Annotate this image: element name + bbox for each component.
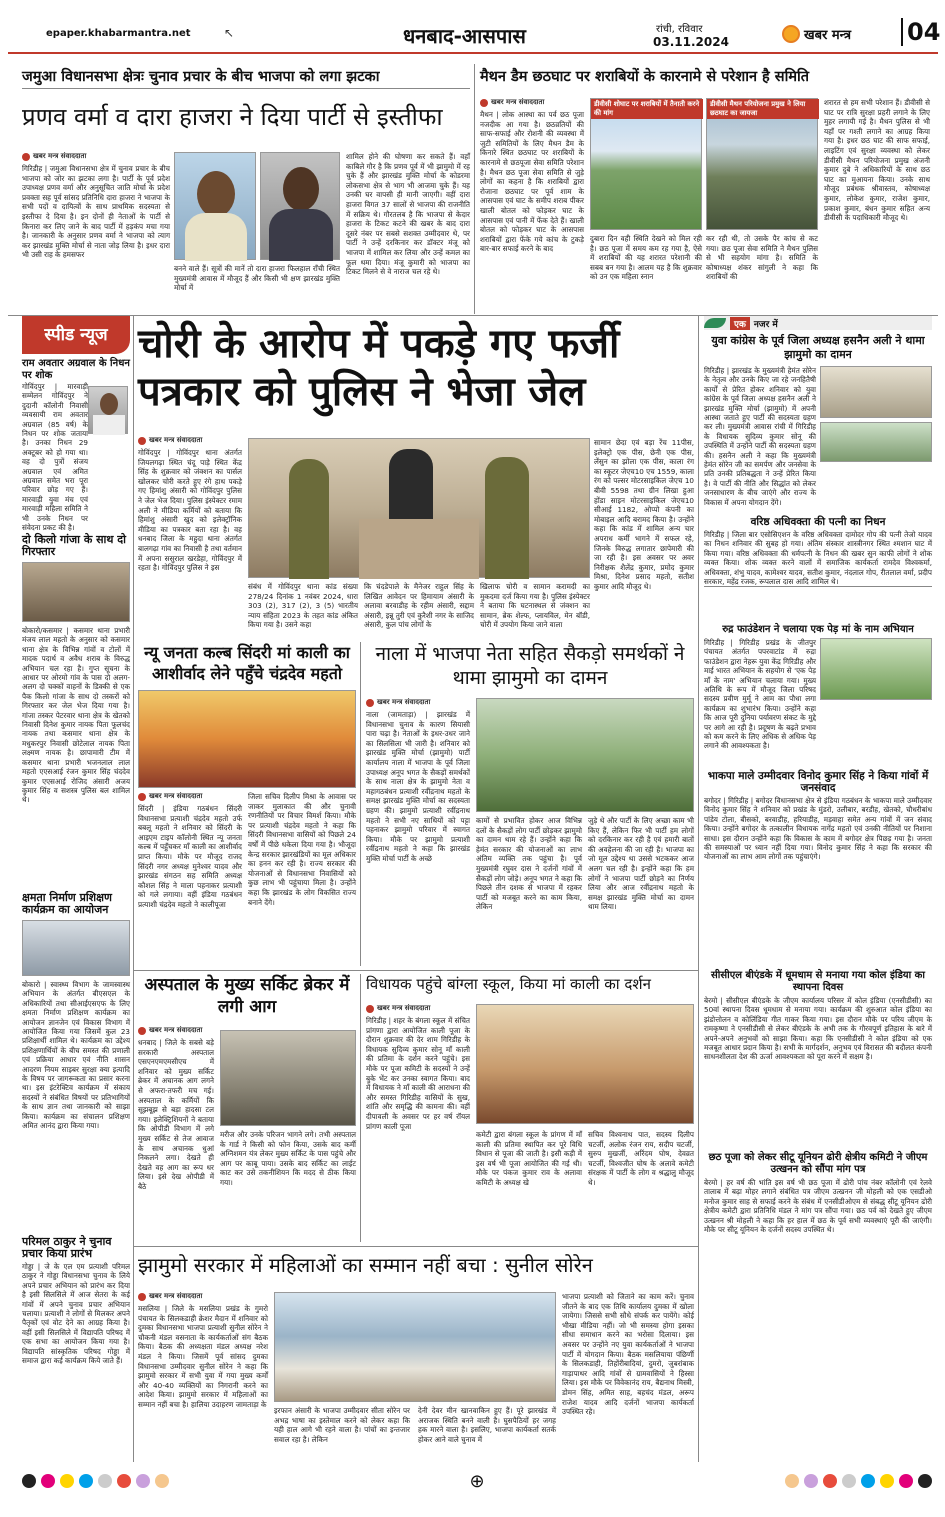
photo-caption: डीवीसी मैथन परियोजना प्रमुख ने लिया छठघाट का जायजा	[707, 99, 819, 119]
side-headline: परिमल ठाकुर ने चुनाव प्रचार किया प्रारंभ	[22, 1235, 112, 1260]
story-text: मसलिया | जिले के मसलिया प्रखंड के गुमरो पंचायत के सिलकडाही क्रेशर मैदान में शनिवार को दुमका विधानसभा भाजपा प्रत्याशी सुनील सोरेन ने चौकनी मंडल वसनाता के कार्यकर्ताओं संग बैठक किया। बैठक की अध्यक्षता मंडल अध्यक्ष नरेश मंडल ने किया। जिसमें पूर्व सांसद दुमका विधानसभा उम्मीदवार सुनील सोरेन ने कहा कि झामुमो सरकार में सभी युवा में गया मुख्य कर्मों और 40-40 व्यक्तियों का निगरानी करने का आदेश किया। झामुमो सरकार में महिलाओं का सम्मान नहीं बचा है। हालिया उदाहरण जामताड़ा के	[138, 1304, 268, 1409]
byline-icon	[366, 1005, 374, 1013]
byline: खबर मन्त्र संवाददाता	[480, 98, 584, 107]
story-text: दुबारा दिन वही स्थिति देखने को मिल रही है। छठ पूजा में समय कम रह गया है, ऐसे में शराबियों की यह शरारत परेशानी की सबब बन गया है। आलम यह है कि शुक्रवार को उन एक महिला स्नान	[590, 234, 702, 282]
story-text: संबंध में गोविंदपुर थाना कांड संख्या 278/24 दिनांक 1 नवंबर 2024, धारा 303 (2), 317 (2), 3 (5) भारतीय न्याय संहिता 2023 के तहत कांड अंकित किया गया है। उसने कहा	[248, 582, 358, 630]
story-text: सिंदरी | इंडिया गठबंधन सिंदरी विधानसभा प्रत्याशी चंद्रदेव महतो उर्फ बबलू महतो ने शनिवार को सिंदरी के आइएम टाइप कॉलोनी स्थित न्यू जनता कल्ब में पहुँचकर माँ काली का आशीर्वाद प्राप्त किया। मौके पर मौजूद राजद सिंदरी नगर अध्यक्ष मुनेश्वर यादव और झारखंड संगठन सह समिति अध्यक्ष कौशल सिंह ने माला पहनाकर प्रत्याशी को गले लगाया। वहीं इंडिया गठबंधन प्रत्याशी चंद्रदेव महतो ने कालीपूजा	[138, 804, 242, 909]
byline-icon	[138, 437, 146, 445]
side-text: बेरमो | हर वर्ष की भांति इस वर्ष भी छठ पूजा में ढोरी पांच नंबर कॉलोनी एवं रेलवे तालाब में बढ़ा मोहर लगाने संबंधित पत्र जीएम उत्खनन जी मोहली को एक एसडीओ मनोज कुमार साह से सफाई करने के संबंध में एनसीडीओएम से संबद्ध सीटू यूनियन ढोरी क्षेत्रीय कमेटी द्वारा प्रतिनिधि मंडल ने मांग पत्र सौंपा गया। छठ पर्व को देखते हुए जीएम उत्खनन श्री मोहली ने कहा कि हर हाल में छठ के पूर्व सभी व्यवस्थाएं पूरी की जाएंगी। मौके पर सीटू यूनियन के दर्जनों सदस्य उपस्थित थे।	[704, 1178, 932, 1235]
story-text: कमेटी द्वारा बंगला स्कूल के प्रांगण में माँ काली की प्रतिमा स्थापित कर पूरे विधि विधान से पूजा की जाती है। इसी कड़ी में इस वर्ष भी पूजा आयोजित की गई थी। मौके पर पंकज कुमार राव के अलावा कमिटी के अध्यक्ष खे	[476, 1130, 582, 1187]
photo-tree-plantation	[820, 638, 932, 700]
photo-maithon-ghat	[590, 98, 702, 230]
side-headline: युवा कांग्रेस के पूर्व जिला अध्यक्ष हसनैन अली ने थामा झामुमो का दामन	[711, 334, 925, 361]
story-hospital	[138, 974, 356, 1242]
byline: खबर मन्त्र संवाददाता	[366, 1004, 470, 1013]
byline-icon	[138, 793, 146, 801]
story-text: गिरिडीह | जमुआ विधानसभा क्षेत्र में चुनाव प्रचार के बीच भाजपा को जोर का झटका लगा है। पार्टी के पूर्व प्रदेश उपाध्यक्ष प्रणव वर्मा और अनुसूचित जाति मोर्चा के प्रदेश प्रवक्ता सह पूर्व सांसद प्रतिनिधि दारा हाजरा ने भाजपा के सभी पदों व दायित्वों के साथ प्राथमिक सदस्यता से इस्तीफा दे दिया है। इन दोनों ही नेताओं के पार्टी से किनारा कर लिए जाने के बाद पार्टी में हड़कंप मचा गया है। जानकारी के अनुसार प्रणव वर्मा ने भाजपा को त्याग कर झारखंड मुक्ति मोर्चा से नाता जोड़ लिया है। इधर दारा भी उसी राह के हमसफर	[22, 164, 170, 260]
story-text: देनी देवर मीन खानवाकिन हुए हैं। पूरे झारखंड में अराजक स्थिति बनने वाली है। घुसपैठियों हर जगह हक मारने वाला है। इसलिए, भाजपा कार्यकर्ता सतर्क होकर आने वाले चुनाव में	[418, 1406, 556, 1444]
byline-icon	[138, 1293, 146, 1301]
side-headline: दो किलो गांजा के साथ दो गिरफ्तार	[22, 533, 126, 558]
right-column	[704, 316, 932, 1464]
story-headline: अस्पताल के मुख्य सर्किट ब्रेकर में लगी आग	[144, 975, 350, 1017]
story-text: गोविंदपुर | गोविंदपुर थाना अंतर्गत जियलगढ़ा स्थित चंदू पाड़े स्थित केंद्र सिंह के शुक्रवार को जंक्शन का पार्सल खोलकर चोरी करते हुए रंगे हाथ पकड़े गए हिमांशु अंसारी को गोविंदपुर पुलिस ने जेल भेज दिया। पुलिस इंस्पेक्टर रमाम अली ने मीडिया कर्मियों को बताया कि हिमांशु अंसारी खुद को इलेक्ट्रॉनिक मीडिया का पत्रकार बता रहा है। वह धनबाद जिला के महुदा थाना अंतर्गत बालगढ़ा गांव का निवासी है तथा वर्तमान में अपना ससुराल खरडेहा, गोविंदपुर में रहता है। गोविंदपुर पुलिस ने इस	[138, 448, 242, 573]
byline-icon	[366, 699, 374, 707]
ek-nazar-banner	[704, 316, 932, 330]
story-text: जिला सचिव दिलीप मिश्रा के आवास पर जाकर मुलाकात की और चुनावी रणनीतियों पर विचार विमर्श किया। मौके पर प्रत्याशी चंद्रदेव महतो ने कहा कि सिंदरी विधानसभा वासियों को पिछले 24 वर्षों में पीछे धकेला दिया गया है। भौजूदा केन्द्र सरकार झारखंडियों का मूल अधिकार का हनन कर रही है। राज्य सरकार की योजनाओं से विधानसभा निवासियों को कुछ लाभ भी पहुंचाया मिला है। उन्होंने कहा कि झारखंड के लोग विकसित राज्य बनाने देंगे।	[248, 792, 356, 907]
nazar-label: नजर में	[753, 319, 778, 330]
photo-bjp-meeting	[274, 1292, 556, 1402]
byline: खबर मन्त्र संवाददाता	[138, 1026, 214, 1035]
side-headline: राम अवतार अग्रवाल के निधन पर शोक	[22, 358, 130, 381]
photo-caption: डीवीसी शोघाट पर शराबियों में तैनाती करने की मांग	[591, 99, 703, 119]
side-headline: छठ पूजा को लेकर सीटू यूनियन ढोरी क्षेत्रीय कमिटी ने जीएम उत्खनन को सौंपा मांग पत्र	[708, 1152, 928, 1175]
byline-icon	[480, 99, 488, 107]
footer-color-bar	[22, 1470, 932, 1492]
speed-news-column	[22, 316, 130, 1462]
cursor-icon: ↖	[224, 26, 235, 40]
story-text: नाला (जामताड़ा) | झारखंड में विधानसभा चुनाव के कारण सियासी पारा चढ़ा है। नेताओं के इधर-उधर जाने का सिलसिला भी जारी है। शनिवार को झारखंड मुक्ति मोर्चा (झामुमो) पार्टी कार्यालय नाला में भाजपा के पूर्व जिला उपाध्यक्ष अनूप भगत के सैकड़ों समर्थकों के साथ नाला क्षेत्र के झामुमो नेता व महागठबंधन प्रत्याशी रवींद्रनाथ महतो के समक्ष झारखंड मुक्ति मोर्चा का सदस्यता ग्रहण की। झामुमो प्रत्याशी रवींद्रनाथ महतो ने सभी नए साथियों को पट्टा पहनाकर झामुमो परिवार में स्वागत किया। मौके पर झामुमो प्रत्याशी रवींद्रनाथ महतो ने कहा कि झारखंड मुक्ति मोर्चा पार्टी के अच्छे	[366, 710, 470, 863]
registration-mark-icon: ⊕	[469, 1470, 485, 1492]
side-text: गोविंदपुर | मारवाड़ी सम्मेलन गोविंदपुर ने दुदानी कॉलोनी निवासी व्यवसायी राम अवतार अग्रवाल (85 वर्ष) के निधन पर शोक जताया है। उनका निधन 29 अक्टूबर को हो गया था। वह दो पुत्रों संजय अग्रवाल एवं अमित अग्रवाल समेत भरा पूरा परिवार छोड़ गए हैं। मारवाड़ी युवा मंच एवं मारवाड़ी महिला समिति ने भी उनके निधन पर संवेदना प्रकट की है।	[22, 382, 88, 533]
brand-name: खबर मन्त्र	[804, 28, 852, 43]
story-top-right	[480, 66, 930, 310]
story-headline: विधायक पहुंचे बांग्ला स्कूल, किया मां काली का दर्शन	[366, 975, 651, 993]
byline: खबर मन्त्र संवाददाता	[138, 792, 242, 801]
speed-news-title: स्पीड न्यूज	[22, 316, 130, 354]
byline: खबर मन्त्र संवाददाता	[366, 698, 470, 707]
story-text: गिरिडीह | शहर के बंगला स्कूल में संचित प्रांगणा द्वारा आयोजित काली पूजा के दौरान शुक्रवार की देर शाम गिरिडीह के विधायक सुदिव्य कुमार सोनू माँ काली की प्रतिमा के दर्शन करने पहुंचे। इस मौके पर पूजा कमिटी के सदस्यों ने उन्हें बुके भेंट कर उनका स्वागत किया। बाद में विधायक ने माँ काली की आराधना की और समस्त गिरिडीह वासियों के सुख, शांति और समृद्धि की कामना की। वहीं दीपावली के अवसर पर हर वर्ष रॉयल प्रांगण काली पूजा	[366, 1016, 470, 1131]
side-text: बोकारो/कसमार | कसमार थाना प्रभारी मंजय लाल महतो के अनुसार को कसमार थाना क्षेत्र के विभिन्न गांवों व टोलों में मादक पदार्थ व अवैध शराब के विरुद्ध अभियान चल रहा है। गुप्त सूचना के आधार पर ओरमो गांव के पास दो अलग-अलग दो चक्कों वाहनों के डिक्की से एक पैक किलो गांजा के साथ दो तस्करों को गिरफ्तार कर जेल भेज दिया गया है। गांजा तस्कर पेटरवार थाना क्षेत्र के खेतको निवासी दिनेश कुमार नायक पिता फूलचंद नायक तथा कसमार थाना क्षेत्र के मधुकरपुर निवासी छोटेलाल नायक पिता लक्ष्मण नायक है। छापामारी टीम में कसमार थाना प्रभारी भजनलाल लाल महतो एएसआई रंजन कुमार सिंह चंददेव कुमार एएसआई रोजिद अंसारी अजय कुमार सिंह व सशस्त्र पुलिस बल शामिल थे।	[22, 626, 130, 805]
photo-police-arrest	[248, 438, 590, 578]
photo-pranav-verma	[174, 152, 256, 260]
header-bar	[8, 14, 941, 54]
photo-dara-hazra	[260, 152, 340, 260]
lead-story	[138, 320, 694, 638]
side-headline: वरिष्ठ अधिवक्ता की पत्नी का निधन	[750, 516, 886, 528]
story-headline: नाला में भाजपा नेता सहित सैकड़ो समर्थकों ने थामा झामुमो का दामन	[375, 643, 685, 689]
side-text: गिरिडीह | जिला बार एसोसिएशन के वरिष्ठ अधिवक्ता दामोदर गोप की पत्नी तेजो यादव का निधन शनिवार की सुबह हो गया। अंतिम संस्कार शास्त्रीनगर स्थित श्मशान घाट में किया गया। वरिष्ठ अधिवक्ता की धर्मपत्नी के निधन की खबर सुन काफी लोगों ने शोक व्यक्त किया। शोक व्यक्त करने वालों में समाजिक कार्यकर्ता रामदेव विश्वकर्मा, अधिवक्ता, शंभु यादव, कामेश्वर यादव, सतीश कुमार, नंदलाल गोप, रीतलाल वर्मा, प्रदीप सरकार, महेंद्र रजक, रूपलाल दास आदि शामिल थे।	[704, 530, 932, 587]
photo-jmm-joining	[476, 698, 694, 812]
story-text: कि चंदडेपाले के मैनेजर राहुल सिंह के लिखित आवेदन पर हिमायाम अंसारी के अलावा बरवाडीह के रहीम अंसारी, सद्दाम अंसारी, इन्नू तुरी एवं कुरैशी नगर के साजिद अंसारी, कुल पांच लोगों के	[364, 582, 474, 630]
ek-label: एक	[730, 317, 750, 330]
side-text: गिरिडीह | झारखंड के मुख्यमंत्री हेमंत सोरेन के नेतृत्व और उनके किए जा रहे जनहितैषी कार्यों से प्रेरित होकर शनिवार को युवा कांग्रेस के पूर्व जिला अध्यक्ष हसनैन अली ने झारखंड मुक्ति मोर्चा (झामुमो) में अपनी आस्था जताते हुए पार्टी की सदस्यता ग्रहण कर ली। मुख्यमंत्री आवास रांची में गिरिडीह के विधायक सुदिव्य कुमार सोनू की उपस्थिति में उन्होंने पार्टी की सदस्यता ग्रहण की। हसनैन अली ने कहा कि मुख्यमंत्री हेमंत सोरेन जी का समर्पण और जनसेवा के प्रति उनकी प्रतिबद्धता ने उन्हें प्रेरित किया है। वे पार्टी की नीति और सिद्धांत को लेकर जनसाधारण के बीच जाएंगे और राज्य के विकास में अपना योगदान देंगे।	[704, 366, 816, 507]
side-text: बगोदर | गिरिडीह | बगोदर विधानसभा क्षेत्र से इंडिया गठबंधन के भाकपा माले उम्मीदवार विनोद कुमार सिंह ने शनिवार को प्रखंड के मुंडरो, उलीबार, बरडीह, खेतको, चौधरीबांध पांडेय टोला, बीसको, बरवाडीह, हरियाडीह, मड़वाहा समेत अन्य गांवों में जन संवाद किया। उन्होंने बगोदर के तत्कालीन विधायक नागेंद्र महतो एवं उनकी नीतियों पर निशाना साधा। इस दौरान उन्होंने कहा कि विकास के काम में बगोदर क्षेत्र पिछड़ गया है। जनता की समस्याओं पर ध्यान नहीं दिया गया। विनोद कुमार सिंह ने कहा कि सरकार की योजनाओं का लाभ आम लोगों तक पहुंचाएंगे।	[704, 796, 932, 862]
brand-mark-icon	[782, 25, 800, 43]
section-title: धनबाद-आसपास	[403, 24, 526, 48]
story-kicker: जमुआ विधानसभा क्षेत्रः चुनाव प्रचार के बीच भाजपा को लगा झटका	[22, 69, 380, 85]
story-text: भाजपा प्रत्याशी को जिताने का काम करें। चुनाव जीतने के बाद एक तिथि कार्यालय दुमका में खोला जायेगा। जिससे सभी सौधे संपर्क कर पायेंगे। कोई भीखा मीडिया नहीं। जो भी समस्या होगा इसका सीधा समाधान करने का भरोसा दिलाया। इस अवसर पर उन्होंने नए युवा कार्यकर्ताओं ने भाजपा पार्टी में योगदान किया। बैठक मसलियाया पंछिर्णी के सिलकडाही, तिहोंरीबादियां, दुमरो, जुबरांबाक गाड़ापाथर आदि गांवों से ग्रामवासियों ने हिस्सा लिया। इस मौके पर विवेकानंद राय, बैद्यनाथ मिस्त्री, डोमन सिंह, अमित साह, बहचंद मंडल, अरूप राजेश यादव आदि दर्जनों भाजपा कार्यकर्ता उपस्थित रहे।	[562, 1292, 694, 1417]
photo-training-program	[22, 920, 130, 976]
photo-bangla-school-visit	[476, 1004, 694, 1124]
photo-jmm-joining-2	[820, 422, 932, 462]
byline-icon	[22, 153, 30, 161]
photo-circuit-breaker	[220, 1030, 356, 1126]
side-headline: सीसीएल बीएंडके में धूमधाम से मनाया गया कोल इंडिया का स्थापना दिवस	[711, 970, 925, 993]
side-headline: क्षमता निर्माण प्रशिक्षण कार्यक्रम का आयोजन	[22, 891, 113, 916]
story-text: जुड़े थे और पार्टी के लिए अच्छा काम भी किए हैं, लेकिन फिर भी पार्टी हम लोगों को दरकिनार कर रही है एवं हमारी बातों की अवहेलना की जा रही है। भाजपा का जो मूल उद्देश्य था उससे भटककर आज अलग चल रही है। इन्होंने कहा कि हम लोगों ने भाजपा पार्टी छोड़ने का निर्णय लिया और आज रवींद्रनाथ महतो के समक्ष झारखंड मुक्ति मोर्चा का दामन थाम लिया।	[588, 816, 694, 912]
story-text: इरफान अंसारी के भाजपा उम्मीदवार सीता सोरेन पर अभद्र भाषा का इस्तेमाल करने को लेकर कहा कि यही हाल आगे भी रहने वाला है। पांचों का इन्तजार सवाल रहा है। लेकिन	[274, 1406, 410, 1444]
side-text: बोकारो | स्वास्थ्य विभाग के जामस्वास्थ अभियान के अंतर्गत बीएसएल के अधिकारियों तथा सीआईएसएफ के लिए क्षमता निर्माण प्रशिक्षण कार्यक्रम का आयोजन ज्ञानजेन एवं विकास विभाग में आयोजित किया गया जिसमें कुल 23 प्रशिक्षार्थी शामिल थे। कार्यक्रम का उद्देश्य प्रशिक्षणार्थियों के बीच समस्त की प्रणाली एवं प्रक्रिया आधार एवं नीति शासन आदरण नियम साइबर सुरक्षा क्या इत्यादि के विषय पर जागरूकता का प्रसार करना था। इस इंटरेक्टिव कार्यक्रम में संकाय सदस्यों ने संबंधित विषयों पर प्रतिभागियों के साथ ज्ञान तथा जानकारी को साझा किया। कार्यक्रम का संचालन प्रशिक्षण अमित आनंद द्वारा किया गया।	[22, 980, 130, 1131]
story-text: शामिल होने की घोषणा कर सकते हैं। वहाँ काबिले गौर है कि प्रणव पूर्व में भी झामुमो में रह चुके हैं और झारखंड मुक्ति मोर्चा के कोडरमा लोकसभा क्षेत्र से भाग भी आजमा चुके हैं। यह उनकी घर वापसी ही मानी जाएगी। वहीं दारा हाजरा विगत 37 सालों से भाजपा की राजनीति में सक्रिय थे। गौरतलब है कि भाजपा से केदार हाजरा के टिकट कटने की खबर के बाद दारा दूसरे नंबर पर सबसे सशक्त उम्मीदवार थे, पर पार्टी ने उन्हें दरकिनार कर डॉक्टर मंजू को भाजपा में शामिल कर लिया और उन्हें कमल का फूल थमा दिया। मंजू कुमारी को भाजपा का टिकट मिलने से वे नाराज चल रहे थे।	[346, 152, 470, 277]
photo-hasnain-ali	[820, 366, 932, 418]
story-text: सचिव विश्वनाथ पात, सदस्य दिलीप चटर्जी, अलोक रंजन राय, सदीप चटर्जी, सुरुप मुखर्जी, अरिंदम घोष, देवव्रत चटर्जी, विश्वजीत घोष के अलावे कमेटी संरक्षक में पार्टी के लोग व श्रद्धालु मौजूद थे।	[588, 1130, 694, 1187]
photo-kali-puja-sindri	[138, 690, 356, 788]
story-headline: न्यू जनता कल्ब सिंदरी मां काली का आशीर्वाद लेने पहुँचे चंद्रदेव महतो	[144, 643, 350, 683]
leaf-icon	[704, 318, 726, 328]
story-text: कर रही थी, तो उसके पैर कांच से कट गया। छठ पूजा सेवा समिति ने मैथन पुलिस से भी सहयोग मांगा है। समिति के कोषाध्यक्ष शंकर सांगुली ने कहा कि शराबियों की	[706, 234, 818, 282]
story-top-left	[22, 66, 470, 310]
byline: खबर मन्त्र संवाददाता	[138, 1292, 268, 1301]
photo-ram-avtar	[88, 386, 128, 434]
brand-logo	[782, 22, 888, 46]
story-soren	[138, 1250, 694, 1464]
story-text: धनबाद | जिले के सबसे बड़े सरकारी अस्पताल एसएनएमएमसीएच में शनिवार को मुख्य सर्किट ब्रेकर में अचानक आग लगने से अफरा-तफरी मच गई। अस्पताल के कर्मियों कि सूझबूझ से बड़ा हादसा टल गया। इलेक्ट्रिशियनों ने बताया कि ओपीडी विभाग में लगे मुख्य सर्किट से तेज आवाज के साथ अचानक धुआं निकलने लगा। देखते ही देखते वह आग का रूप धर लिया। इसे देख ओपीडी में बैठे	[138, 1038, 214, 1191]
story-headline: मैथन डैम छठघाट पर शराबियों के कारनामे से परेशान है समिति	[480, 69, 810, 85]
story-nala	[366, 642, 694, 966]
story-text: बनने वाले हैं। सूत्रों की मानें तो दारा हाजरा फिलहाल राँची स्थित मुख्यमंत्री आवास में मौजूद हैं और किसी भी क्षण झारखंड मुक्ति मोर्चा में	[174, 264, 340, 293]
story-text: खिलाफ चोरी व सामान करामदी का मुकदमा दर्ज किया गया है। पुलिस इंस्पेक्टर ने बताया कि घटनास्थल से जंक्शन का सामान, ब्रेक शेल्फ, प्लायविल, मेन बॉडी, चोरी में उपयोग किया जाने वाला	[480, 582, 590, 630]
photo-dvc-inspection	[706, 98, 818, 230]
byline: खबर मन्त्र संवाददाता	[138, 436, 242, 445]
side-text: गोड्डा | जे के एल एम प्रत्याशी परिमल ठाकुर ने गोड्डा विधानसभा चुनाव के लिये अपने प्रचार अभियान को प्रारंभ कर दिया है इसी सिलसिले में आज सेतरा के कई गांवों में अपने चुनाव प्रचार अभियान चलाया। प्रत्याशी ने लोगों से मिलकर अपने पैतृकों एवं वोट देने का आग्रह किया है। वहीं इसी सिलसिले में विद्यापति परिषद में एक सभा का आयोजन किया गया है। विद्यापति सांस्कृतिक परिषद गोड्डा में समाज द्वारा कई कार्यक्रम किये जाते हैं।	[22, 1262, 130, 1366]
color-dots-left	[22, 1474, 169, 1488]
header-date: 03.11.2024	[653, 35, 729, 49]
side-text: गिरिडीह | गिरिडीह प्रखंड के जीतपुर पंचायत अंतर्गत पपरवाटांड में रुद्रा फाउंडेशन द्वारा नेहरू युवा केंद्र गिरिडीह और माई भारत अभियान के सहयोग से 'एक पेड़ माँ के नाम' अभियान चलाया गया। मुख्य अतिथि के रूप में मौजूद जिला परिषद सदस्य प्रवीण मुर्मू ने आम का पौधा लगा कार्यक्रम का शुभारंभ किया। उन्होंने कहा कि आज पूरी दुनिया पर्यावरण संकट के मुद्दे पर आगे आ रही है। प्रदूषण के बढ़ते प्रभाव को कम करने के लिए अधिक से अधिक पेड़ लगाने की आवश्यकता है।	[704, 638, 816, 751]
header-url[interactable]: epaper.khabarmantra.net	[46, 28, 191, 39]
story-headline: प्रणव वर्मा व दारा हाजरा ने दिया पार्टी से इस्तीफा	[22, 103, 443, 131]
story-text: मरीज और उनके परिजन भागने लगे। तभी अस्पताल के गार्ड ने किसी को फोन किया, उसके बाद कर्मी अग्निशमन यंत्र लेकर मुख्य सर्किट के पास पहुंचे और आग पर काबू पाया। उसके बाद सर्किट का लाईट काट कर उसे तकनीशियन कि मदद से ठीक किया गया।	[220, 1130, 356, 1187]
city-day: रांची, रविवार	[656, 24, 703, 35]
lead-headline-line2: पत्रकार को पुलिस ने भेजा जेल	[138, 369, 586, 415]
side-headline: भाकपा माले उम्मीदवार विनोद कुमार सिंह ने किया गांवों में जनसंवाद	[707, 770, 929, 794]
photo-ganja-arrest	[22, 562, 130, 622]
story-text: मैथन | लोक आस्था का पर्व छठ पूजा नजदीक आ गया है। छठव्रतियों की साफ-सफाई और रोशनी की व्यवस्था में जुटी समितियों के लिए मैथन डैम के किनारे स्थित छठघाट पर शराबियों के कारनामे से छठपूजा सेवा समिति परेशान है। मैथन छठ पूजा सेवा समिति से जुड़े लोगों का कहना है कि शराबियों द्वारा रोजाना छठघाट पर पूर्व शाम के आसपास एवं घाट के समीप शराब पीकर खाली बोतल को फोड़कर घाट के आसपास एवं पानी में फेंक देते हैं। खाली बोतल को फोड़कर घाट के आसपास शराबियों द्वारा फेंके गये कांच के टुकड़े बार-बार सफाई करने के बाद	[480, 110, 584, 254]
story-text: शरारत से हम सभी परेशान हैं। डीवीसी से घाट पर रात्रि सुरक्षा प्रहरी लगाने के लिए मुहर लगायी गई है। मैथन पुलिस से भी यहाँ पर गश्ती लगाने का आग्रह किया गया है। इधर छठ घाट की साफ सफाई, लाइटिंग एवं सुरक्षा व्यवस्था को लेकर डीवीसी मैथन परियोजना प्रमुख अंजनी कुमार दुबे ने अधिकारियों के साथ छठ घाट का मुआयना किया। उनके साथ मौजूद प्रबंधक श्रीवास्तव, कोषाध्यक्ष कुमार, लोकेश कुमार, राजेश कुमार, प्रकाश कुमार, बंधन कुमार सहित अन्य डीवीसी के पदाधिकारी मौजूद थे।	[824, 98, 930, 223]
story-text: कामों से प्रभावित होकर आज विभिन्न दलों के सैकड़ों लोग पार्टी छोड़कर झामुमो का दामन थाम रहे हैं। उन्होंने कहा कि हेमंत सरकार की योजनाओं का लाभ अंतिम व्यक्ति तक पहुंचा है। पूर्व मुख्यमंत्री रघुवर दास ने दर्जनों गांवों में सैकड़ों लोग जोड़े। अनूप भगत ने कहा कि पिछले तीन दशक से भाजपा में रहकर पार्टी को मजबूत करने का काम किया, लेकिन	[476, 816, 582, 912]
story-headline: झामुमो सरकार में महिलाओं का सम्मान नहीं बचा : सुनील सोरेन	[138, 1253, 593, 1277]
byline-icon	[138, 1027, 146, 1035]
lead-headline-line1: चोरी के आरोप में पकड़े गए फर्जी	[138, 321, 620, 367]
side-text: बेरमो | सीसीएल बीएंडके के जीएम कार्यालय परिसर में कोल इंडिया (एनसीडीसी) का 50वां स्थापना दिवस धूमधाम से मनाया गया। कार्यक्रम की शुरुआत कोल इंडिया का झंडोत्तोलन व कोलिंडिया गीत गाकर किया गया। इस दौरान मौके पर परिय जीएम के रामकृष्णा ने एनसीडीसी से लेकर बीएंडके के अभी तक के गौरवपूर्ण इतिहास के बारे में अपने-अपने अनुभवों को साझा किया। कहा कि एनसीडीसी ने कोल इंडिया को एक मजबूत आधार प्रदान किया है। सभी के मार्गदर्शन, अनुभव एवं विरासत की बदौलत कंपनी साधनशीलता देश की ऊर्जा आवश्यकता को पूरा करने में सक्षम है।	[704, 996, 932, 1062]
color-dots-right	[785, 1474, 932, 1488]
story-sindri	[138, 642, 356, 966]
byline: खबर मन्त्र संवाददाता	[22, 152, 170, 161]
page-number: 04	[901, 18, 940, 46]
story-text: सामान छेदा एवं बड़ा रेंच 11पीस, इलेक्ट्रो एक पीस, छेनी एक पीस, लेंसुन का झोला एक पीस, काला रंग का स्कूटर जेएच10 एच 1559, काला रंग को पल्सर मोटरसाइकिल जेएच 10 बीवी 5598 तथा ग्रीन लिखा हुआ होंडा साइन मोटरसाइकिल जेएच10 सीआई 1182, ओप्पो कंपनी का मोबाइल आदि बरामद किया है। उन्होंने कहा कि कांड में शामिल अन्य चार अपराध कर्मी भागने में सफल रहे, जिनके विरुद्ध लगातार छापेमारी की जा रही है। इस अवसर पर अवर निरीक्षक शैलेंद्र कुमार, प्रमोद कुमार मिश्रा, दिनेश प्रसाद महतो, सतीश कुमार आदि मौजूद थे।	[594, 438, 694, 591]
side-headline: रुद्र फाउंडेशन ने चलाया एक पेड़ मां के नाम अभियान	[722, 624, 914, 635]
story-vidhayak	[366, 974, 694, 1242]
